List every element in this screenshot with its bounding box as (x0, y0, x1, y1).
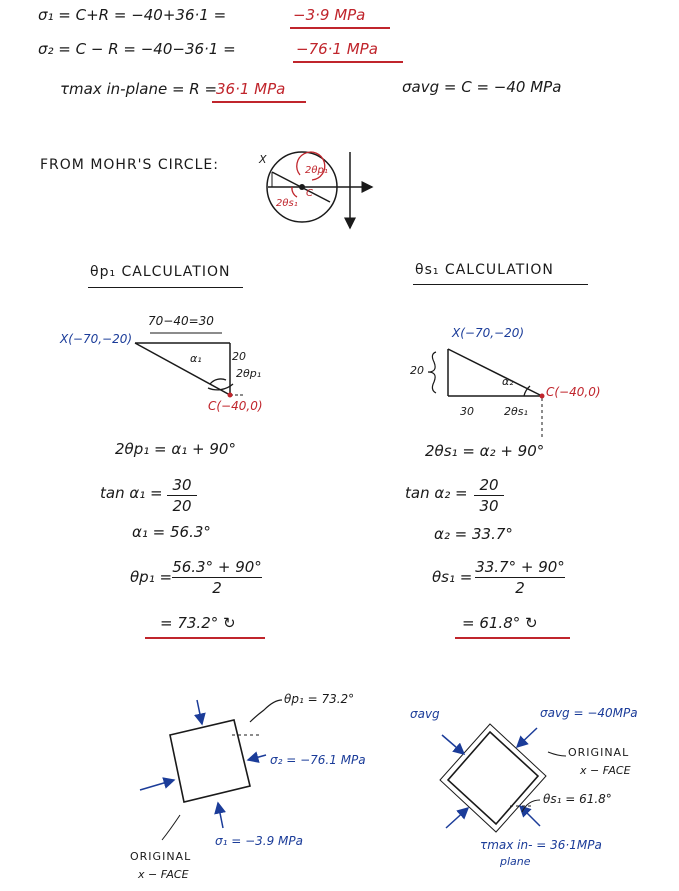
left-tan-den: 20 (172, 497, 192, 515)
right-c-point-label: C(−40,0) (546, 385, 601, 399)
savg-arrow-lower-left (446, 808, 468, 828)
sigma1-arrow-bottom (218, 803, 223, 828)
savg-arrow-bottom (520, 806, 540, 826)
right-eq1: 2θs₁ = α₂ + 90° (425, 442, 545, 460)
bl-face-line1: ORIGINAL (130, 850, 192, 863)
right-tan-den: 30 (479, 497, 499, 515)
theta-leader (250, 700, 282, 722)
left-top-dim: 70−40=30 (148, 314, 214, 328)
left-tan-lhs: tan α₁ = (100, 484, 163, 502)
savg-arrow-left (442, 735, 464, 754)
left-angle-label: 2θp₁ (236, 367, 262, 380)
bl-sigma1-label: σ₁ = −3.9 MPa (215, 834, 303, 848)
sigma1-arrow-left (140, 780, 174, 790)
sigma1-result: −3·9 MPa (293, 6, 366, 24)
mohr-theta-s-label: 2θs₁ (276, 198, 298, 209)
theta-p-title-underline (88, 287, 243, 288)
left-theta-bar (172, 577, 262, 578)
theta-s-title-underline (413, 284, 588, 285)
right-result-underline (455, 637, 570, 639)
mohr-theta-p-label: 2θp₁ (305, 165, 328, 176)
savg-arrow-right (517, 728, 537, 747)
left-c-point (228, 393, 233, 398)
right-brace (428, 352, 436, 393)
left-triangle (135, 333, 245, 398)
mohr-heading: FROM MOHR'S CIRCLE: (40, 157, 219, 173)
right-result: = 61.8° ↻ (462, 614, 538, 632)
theta-s-arc (292, 187, 297, 197)
right-triangle (428, 349, 545, 438)
left-c-point-label: C(−40,0) (208, 399, 263, 413)
left-result: = 73.2° ↻ (160, 614, 236, 632)
left-theta-lhs: θp₁ = (130, 568, 173, 586)
left-tri-hypotenuse (135, 343, 230, 395)
bl-face-line2: x − FACE (138, 868, 189, 881)
shear-element (440, 724, 566, 832)
br-theta-label: θs₁ = 61.8° (543, 792, 612, 806)
bl-theta-label: θp₁ = 73.2° (284, 692, 355, 706)
right-side-dim: 20 (410, 364, 424, 377)
principal-element (140, 700, 282, 840)
principal-square (170, 720, 250, 802)
left-tan-bar (167, 495, 197, 496)
right-tan-num: 20 (479, 476, 499, 494)
br-tau-line1: τmax in- = 36·1MPa (480, 838, 602, 852)
br-savg-left: σavg (410, 707, 440, 721)
right-bottom-dim: 30 (460, 405, 474, 418)
sigma2-arrow-right (248, 755, 266, 760)
right-alpha-value: α₂ = 33.7° (434, 525, 513, 543)
left-side-dim: 20 (232, 350, 246, 363)
left-theta-fraction (172, 558, 262, 597)
right-theta-den: 2 (515, 579, 525, 597)
face-leader (162, 815, 180, 840)
mohr-x-label: X (259, 153, 267, 166)
tau-equation: τmax in-plane = R = (60, 80, 218, 98)
right-tan-bar (474, 495, 504, 496)
right-c-point (540, 394, 545, 399)
sigma2-result: −76·1 MPa (296, 40, 378, 58)
br-tau-line2: plane (500, 855, 531, 868)
left-theta-den: 2 (212, 579, 222, 597)
right-theta-bar (475, 577, 565, 578)
shear-face-leader (548, 752, 566, 756)
right-tan-lhs: tan α₂ = (405, 484, 468, 502)
right-angle-label: 2θs₁ (504, 405, 528, 418)
left-alpha-value: α₁ = 56.3° (132, 523, 211, 541)
theta-s-title: θs₁ CALCULATION (415, 262, 554, 278)
sigma2-arrow-top (197, 700, 202, 724)
left-result-underline (145, 637, 265, 639)
br-savg-right: σavg = −40MPa (540, 706, 638, 720)
left-tan-num: 30 (172, 476, 192, 494)
center-point (299, 184, 305, 190)
theta-p-title: θp₁ CALCULATION (90, 264, 231, 280)
left-x-point: X(−70,−20) (60, 332, 133, 346)
right-x-point: X(−70,−20) (452, 326, 525, 340)
sigma2-equation: σ₂ = C − R = −40−36·1 = (38, 40, 236, 58)
br-face-line2: x − FACE (580, 764, 631, 777)
sigma1-equation: σ₁ = C+R = −40+36·1 = (38, 6, 227, 24)
left-theta-num: 56.3° + 90° (172, 558, 262, 576)
right-theta-lhs: θs₁ = (432, 568, 473, 586)
left-alpha-label: α₁ (190, 352, 202, 365)
mohr-circle-diagram (267, 152, 372, 228)
right-theta-fraction (475, 558, 565, 597)
sigma-avg-equation: σavg = C = −40 MPa (402, 78, 562, 96)
left-alpha-arc (210, 379, 226, 384)
tau-result: 36·1 MPa (216, 80, 286, 98)
right-theta-num: 33.7° + 90° (475, 558, 565, 576)
bl-sigma2-label: σ₂ = −76.1 MPa (270, 753, 366, 767)
right-tan-fraction (474, 476, 504, 515)
right-alpha-label: α₂ (502, 375, 514, 388)
left-eq1: 2θp₁ = α₁ + 90° (115, 440, 236, 458)
br-face-line1: ORIGINAL (568, 746, 630, 759)
mohr-c-label: C (306, 188, 313, 199)
left-tan-fraction (167, 476, 197, 515)
